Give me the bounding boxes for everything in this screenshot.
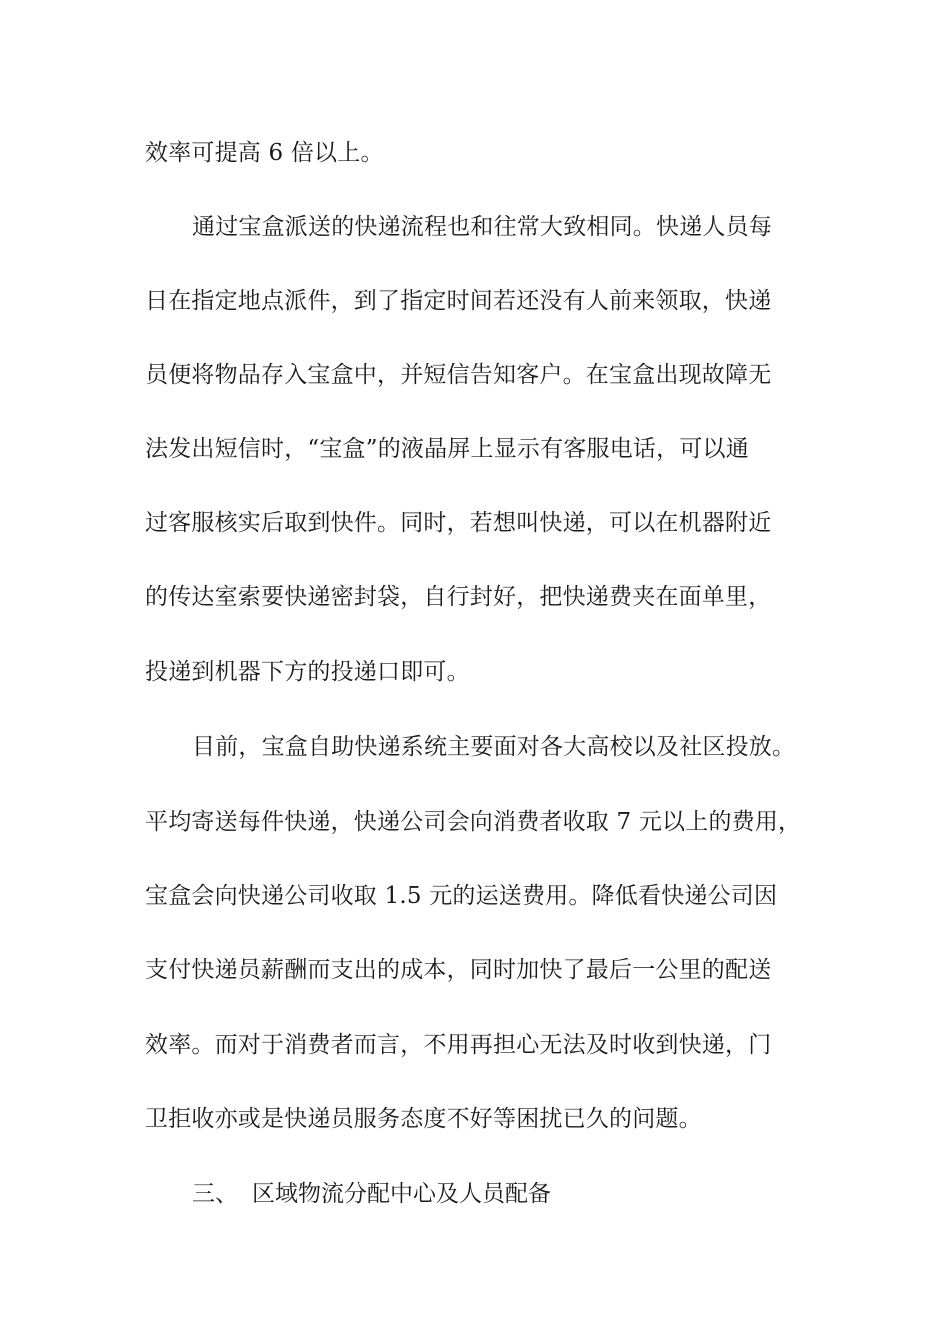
paragraph-line: 效率可提高 6 倍以上。 [145, 140, 384, 166]
paragraph-line: 平均寄送每件快递，快递公司会向消费者收取 7 元以上的费用， [145, 809, 802, 835]
paragraph-line: 员便将物品存入宝盒中，并短信告知客户。在宝盒出现故障无 [145, 362, 772, 388]
paragraph-line: 通过宝盒派送的快递流程也和往常大致相同。快递人员每 [192, 214, 772, 240]
paragraph-line: 法发出短信时，“宝盒”的液晶屏上显示有客服电话，可以通 [145, 436, 749, 462]
paragraph-line: 过客服核实后取到快件。同时，若想叫快递，可以在机器附近 [145, 510, 772, 536]
paragraph-line: 日在指定地点派件，到了指定时间若还没有人前来领取，快递 [145, 288, 772, 314]
paragraph-line: 的传达室索要快递密封袋，自行封好，把快递费夹在面单里， [145, 584, 772, 610]
paragraph-line: 效率。而对于消费者而言，不用再担心无法及时收到快递，门 [145, 1032, 772, 1058]
paragraph-line: 宝盒会向快递公司收取 1.5 元的运送费用。降低看快递公司因 [145, 883, 778, 909]
paragraph-line: 投递到机器下方的投递口即可。 [145, 659, 470, 685]
paragraph-line: 卫拒收亦或是快递员服务态度不好等困扰已久的问题。 [145, 1106, 702, 1132]
paragraph-line: 目前，宝盒自助快递系统主要面对各大高校以及社区投放。 [192, 734, 796, 760]
paragraph-line: 支付快递员薪酬而支出的成本，同时加快了最后一公里的配送 [145, 957, 772, 983]
section-heading: 区域物流分配中心及人员配备 [252, 1181, 551, 1207]
section-number: 三、 [192, 1181, 238, 1207]
